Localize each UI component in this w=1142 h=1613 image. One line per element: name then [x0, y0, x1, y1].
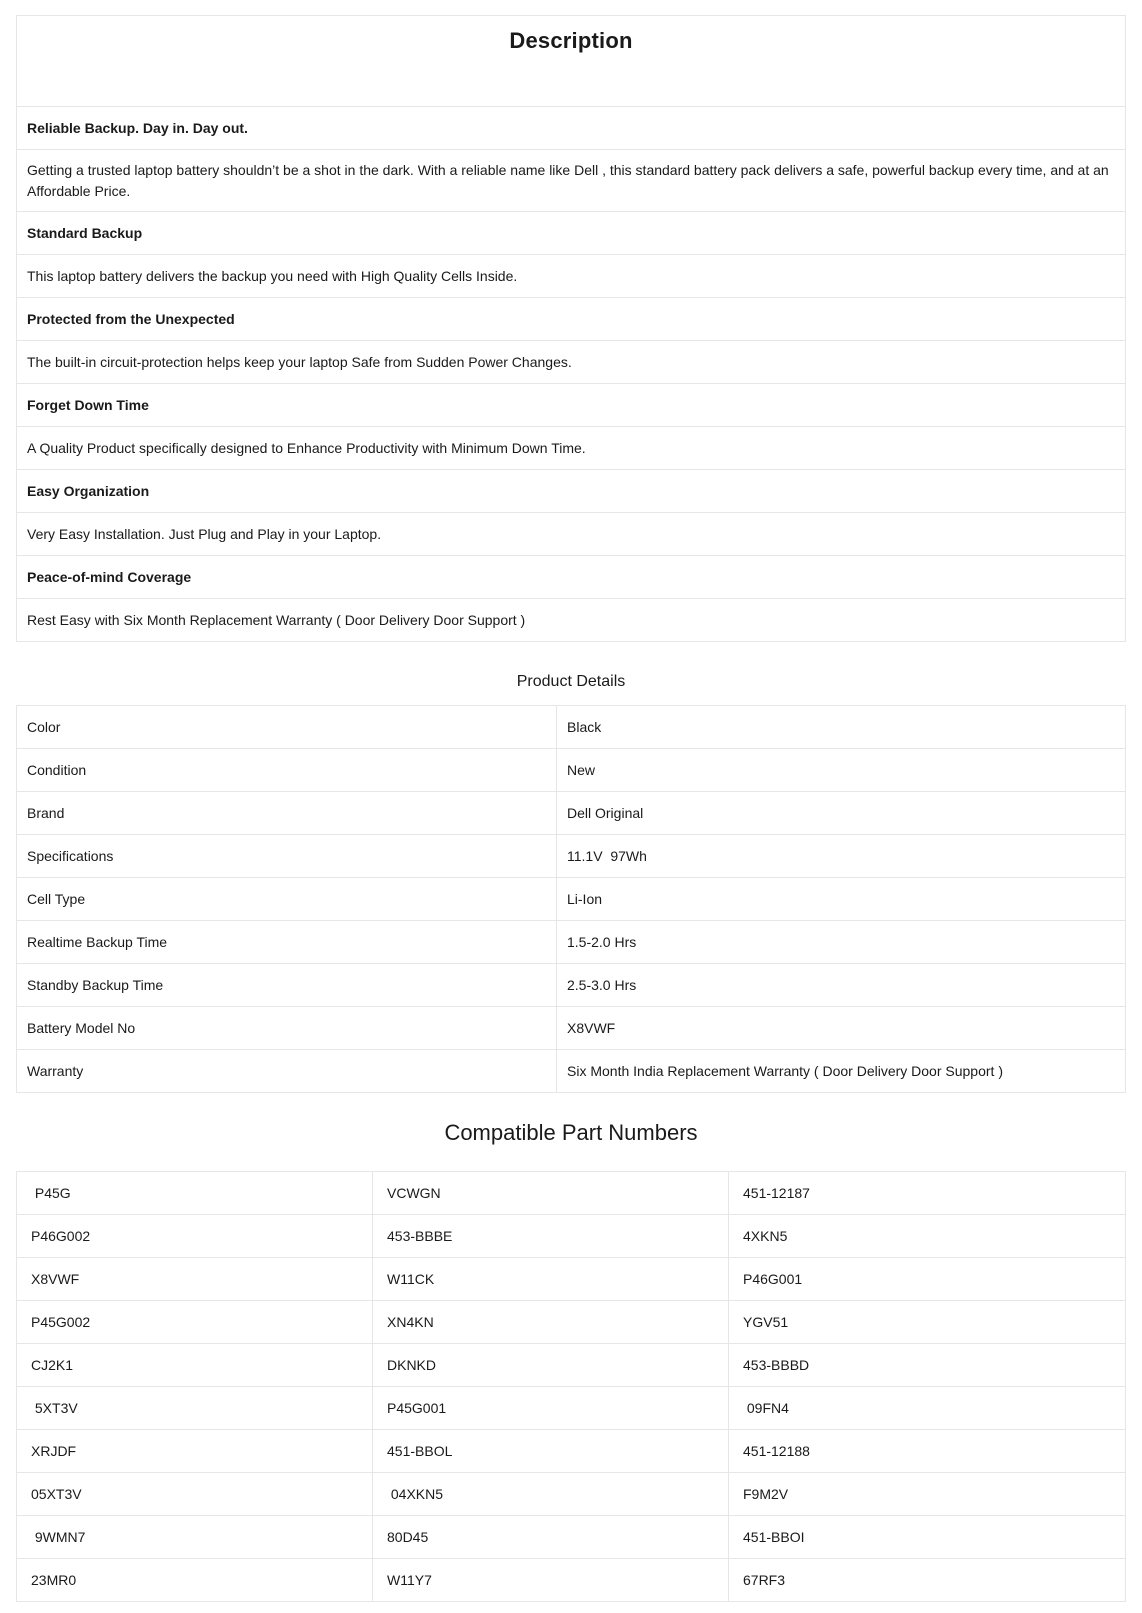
- description-heading: Standard Backup: [17, 212, 1126, 255]
- part-number: P45G: [17, 1172, 373, 1215]
- product-details-table: [16, 705, 1126, 1093]
- part-number: P46G001: [729, 1258, 1126, 1301]
- detail-key: Warranty: [17, 1050, 557, 1093]
- table-row: [17, 1172, 1126, 1215]
- part-number: 80D45: [373, 1516, 729, 1559]
- part-number: 4XKN5: [729, 1215, 1126, 1258]
- table-row: [17, 1516, 1126, 1559]
- detail-value: Six Month India Replacement Warranty ( Door Delivery Door Support ): [557, 1050, 1126, 1093]
- description-title: Description: [509, 28, 633, 53]
- description-body: Very Easy Installation. Just Plug and Play in your Laptop.: [17, 513, 1126, 556]
- part-number: CJ2K1: [17, 1344, 373, 1387]
- detail-value: 11.1V 97Wh: [557, 835, 1126, 878]
- table-row: [17, 964, 1126, 1007]
- table-row: [17, 749, 1126, 792]
- table-row: [17, 1559, 1126, 1602]
- detail-key: Condition: [17, 749, 557, 792]
- part-number: 05XT3V: [17, 1473, 373, 1516]
- part-number: 9WMN7: [17, 1516, 373, 1559]
- description-body: A Quality Product specifically designed to Enhance Productivity with Minimum Down Time.: [17, 427, 1126, 470]
- compatible-parts-title: Compatible Part Numbers: [444, 1120, 698, 1145]
- detail-value: Black: [557, 706, 1126, 749]
- description-heading: Protected from the Unexpected: [17, 298, 1126, 341]
- part-number: 451-BBOI: [729, 1516, 1126, 1559]
- description-heading: Forget Down Time: [17, 384, 1126, 427]
- part-number: P46G002: [17, 1215, 373, 1258]
- description-title-cell: [17, 16, 1126, 107]
- detail-value: Dell Original: [557, 792, 1126, 835]
- detail-value: New: [557, 749, 1126, 792]
- description-body: This laptop battery delivers the backup you need with High Quality Cells Inside.: [17, 255, 1126, 298]
- compatible-parts-table: [16, 1171, 1126, 1602]
- detail-value: Li-Ion: [557, 878, 1126, 921]
- table-row: [17, 1387, 1126, 1430]
- part-number: W11CK: [373, 1258, 729, 1301]
- table-row: [17, 706, 1126, 749]
- description-heading: Easy Organization: [17, 470, 1126, 513]
- description-body: The built-in circuit-protection helps keep your laptop Safe from Sudden Power Changes.: [17, 341, 1126, 384]
- table-row: [17, 1301, 1126, 1344]
- part-number: X8VWF: [17, 1258, 373, 1301]
- detail-key: Cell Type: [17, 878, 557, 921]
- table-row: [17, 878, 1126, 921]
- part-number: 451-12187: [729, 1172, 1126, 1215]
- table-row: [17, 1007, 1126, 1050]
- part-number: 453-BBBD: [729, 1344, 1126, 1387]
- table-row: [17, 835, 1126, 878]
- detail-key: Standby Backup Time: [17, 964, 557, 1007]
- table-row: [17, 1344, 1126, 1387]
- part-number: 09FN4: [729, 1387, 1126, 1430]
- part-number: 451-BBOL: [373, 1430, 729, 1473]
- detail-key: Brand: [17, 792, 557, 835]
- part-number: W11Y7: [373, 1559, 729, 1602]
- part-number: DKNKD: [373, 1344, 729, 1387]
- part-number: YGV51: [729, 1301, 1126, 1344]
- detail-key: Specifications: [17, 835, 557, 878]
- part-number: 5XT3V: [17, 1387, 373, 1430]
- table-row: [17, 1215, 1126, 1258]
- table-row: [17, 921, 1126, 964]
- table-row: [17, 1473, 1126, 1516]
- part-number: XN4KN: [373, 1301, 729, 1344]
- detail-key: Realtime Backup Time: [17, 921, 557, 964]
- part-number: 67RF3: [729, 1559, 1126, 1602]
- detail-key: Color: [17, 706, 557, 749]
- part-number: XRJDF: [17, 1430, 373, 1473]
- table-row: [17, 792, 1126, 835]
- part-number: 23MR0: [17, 1559, 373, 1602]
- description-body: Getting a trusted laptop battery shouldn’t be a shot in the dark. With a reliable name like Dell , this standard battery pack delivers a safe, powerful backup every time, and at an Affordable Price.: [17, 150, 1126, 212]
- detail-key: Battery Model No: [17, 1007, 557, 1050]
- table-row: [17, 1258, 1126, 1301]
- detail-value: X8VWF: [557, 1007, 1126, 1050]
- part-number: 451-12188: [729, 1430, 1126, 1473]
- part-number: VCWGN: [373, 1172, 729, 1215]
- part-number: P45G001: [373, 1387, 729, 1430]
- detail-value: 2.5-3.0 Hrs: [557, 964, 1126, 1007]
- detail-value: 1.5-2.0 Hrs: [557, 921, 1126, 964]
- description-heading: Peace-of-mind Coverage: [17, 556, 1126, 599]
- part-number: 04XKN5: [373, 1473, 729, 1516]
- description-table: [16, 15, 1126, 642]
- description-heading: Reliable Backup. Day in. Day out.: [17, 107, 1126, 150]
- table-row: [17, 1430, 1126, 1473]
- part-number: F9M2V: [729, 1473, 1126, 1516]
- product-details-title: Product Details: [516, 673, 626, 690]
- description-body: Rest Easy with Six Month Replacement Warranty ( Door Delivery Door Support ): [17, 599, 1126, 642]
- part-number: P45G002: [17, 1301, 373, 1344]
- table-row: [17, 1050, 1126, 1093]
- part-number: 453-BBBE: [373, 1215, 729, 1258]
